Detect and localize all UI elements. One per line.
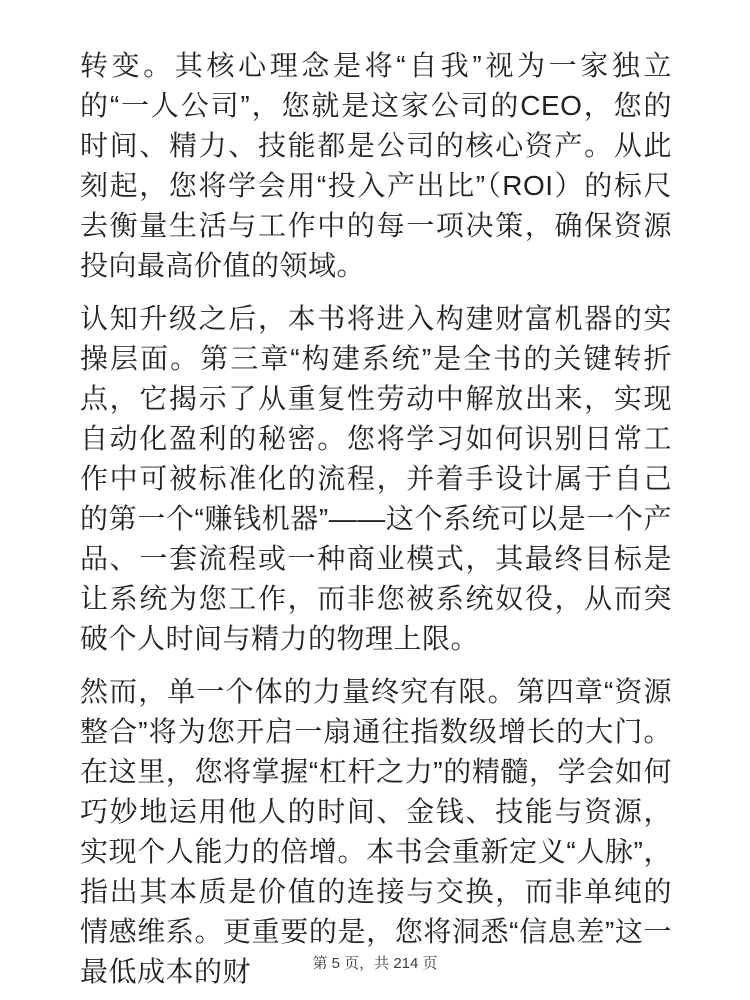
paragraph-1: 转变。其核心理念是将“自我”视为一家独立的“一人公司”，您就是这家公司的CEO，您的时间、精力、技能都是公司的核心资产。从此刻起，您将学会用“投入产出比”（ROI）的标尺去衡量生活与工作中的每一项决策，确保资源投向最高价值的领域。 (80, 50, 672, 281)
paragraph-2: 认知升级之后，本书将进入构建财富机器的实操层面。第三章“构建系统”是全书的关键转折点，它揭示了从重复性劳动中解放出来，实现自动化盈利的秘密。您将学习如何识别日常工作中可被标准化的流程，并着手设计属于自己的第一个“赚钱机器”——这个系统可以是一个产品、一套流程或一种商业模式，其最终目标是让系统为您工作，而非您被系统奴役，从而突破个人时间与精力的物理上限。 (80, 303, 672, 654)
page-content (80, 46, 672, 992)
paragraph-3: 然而，单一个体的力量终究有限。第四章“资源整合”将为您开启一扇通往指数级增长的大门。在这里，您将掌握“杠杆之力”的精髓，学会如何巧妙地运用他人的时间、金钱、技能与资源，实现个人能力的倍增。本书会重新定义“人脉”，指出其本质是价值的连接与交换，而非单纯的情感维系。更重要的是，您将洞悉“信息差”这一最低成本的财 (80, 676, 672, 987)
page-number-footer: 第 5 页，共 214 页 (312, 955, 438, 972)
